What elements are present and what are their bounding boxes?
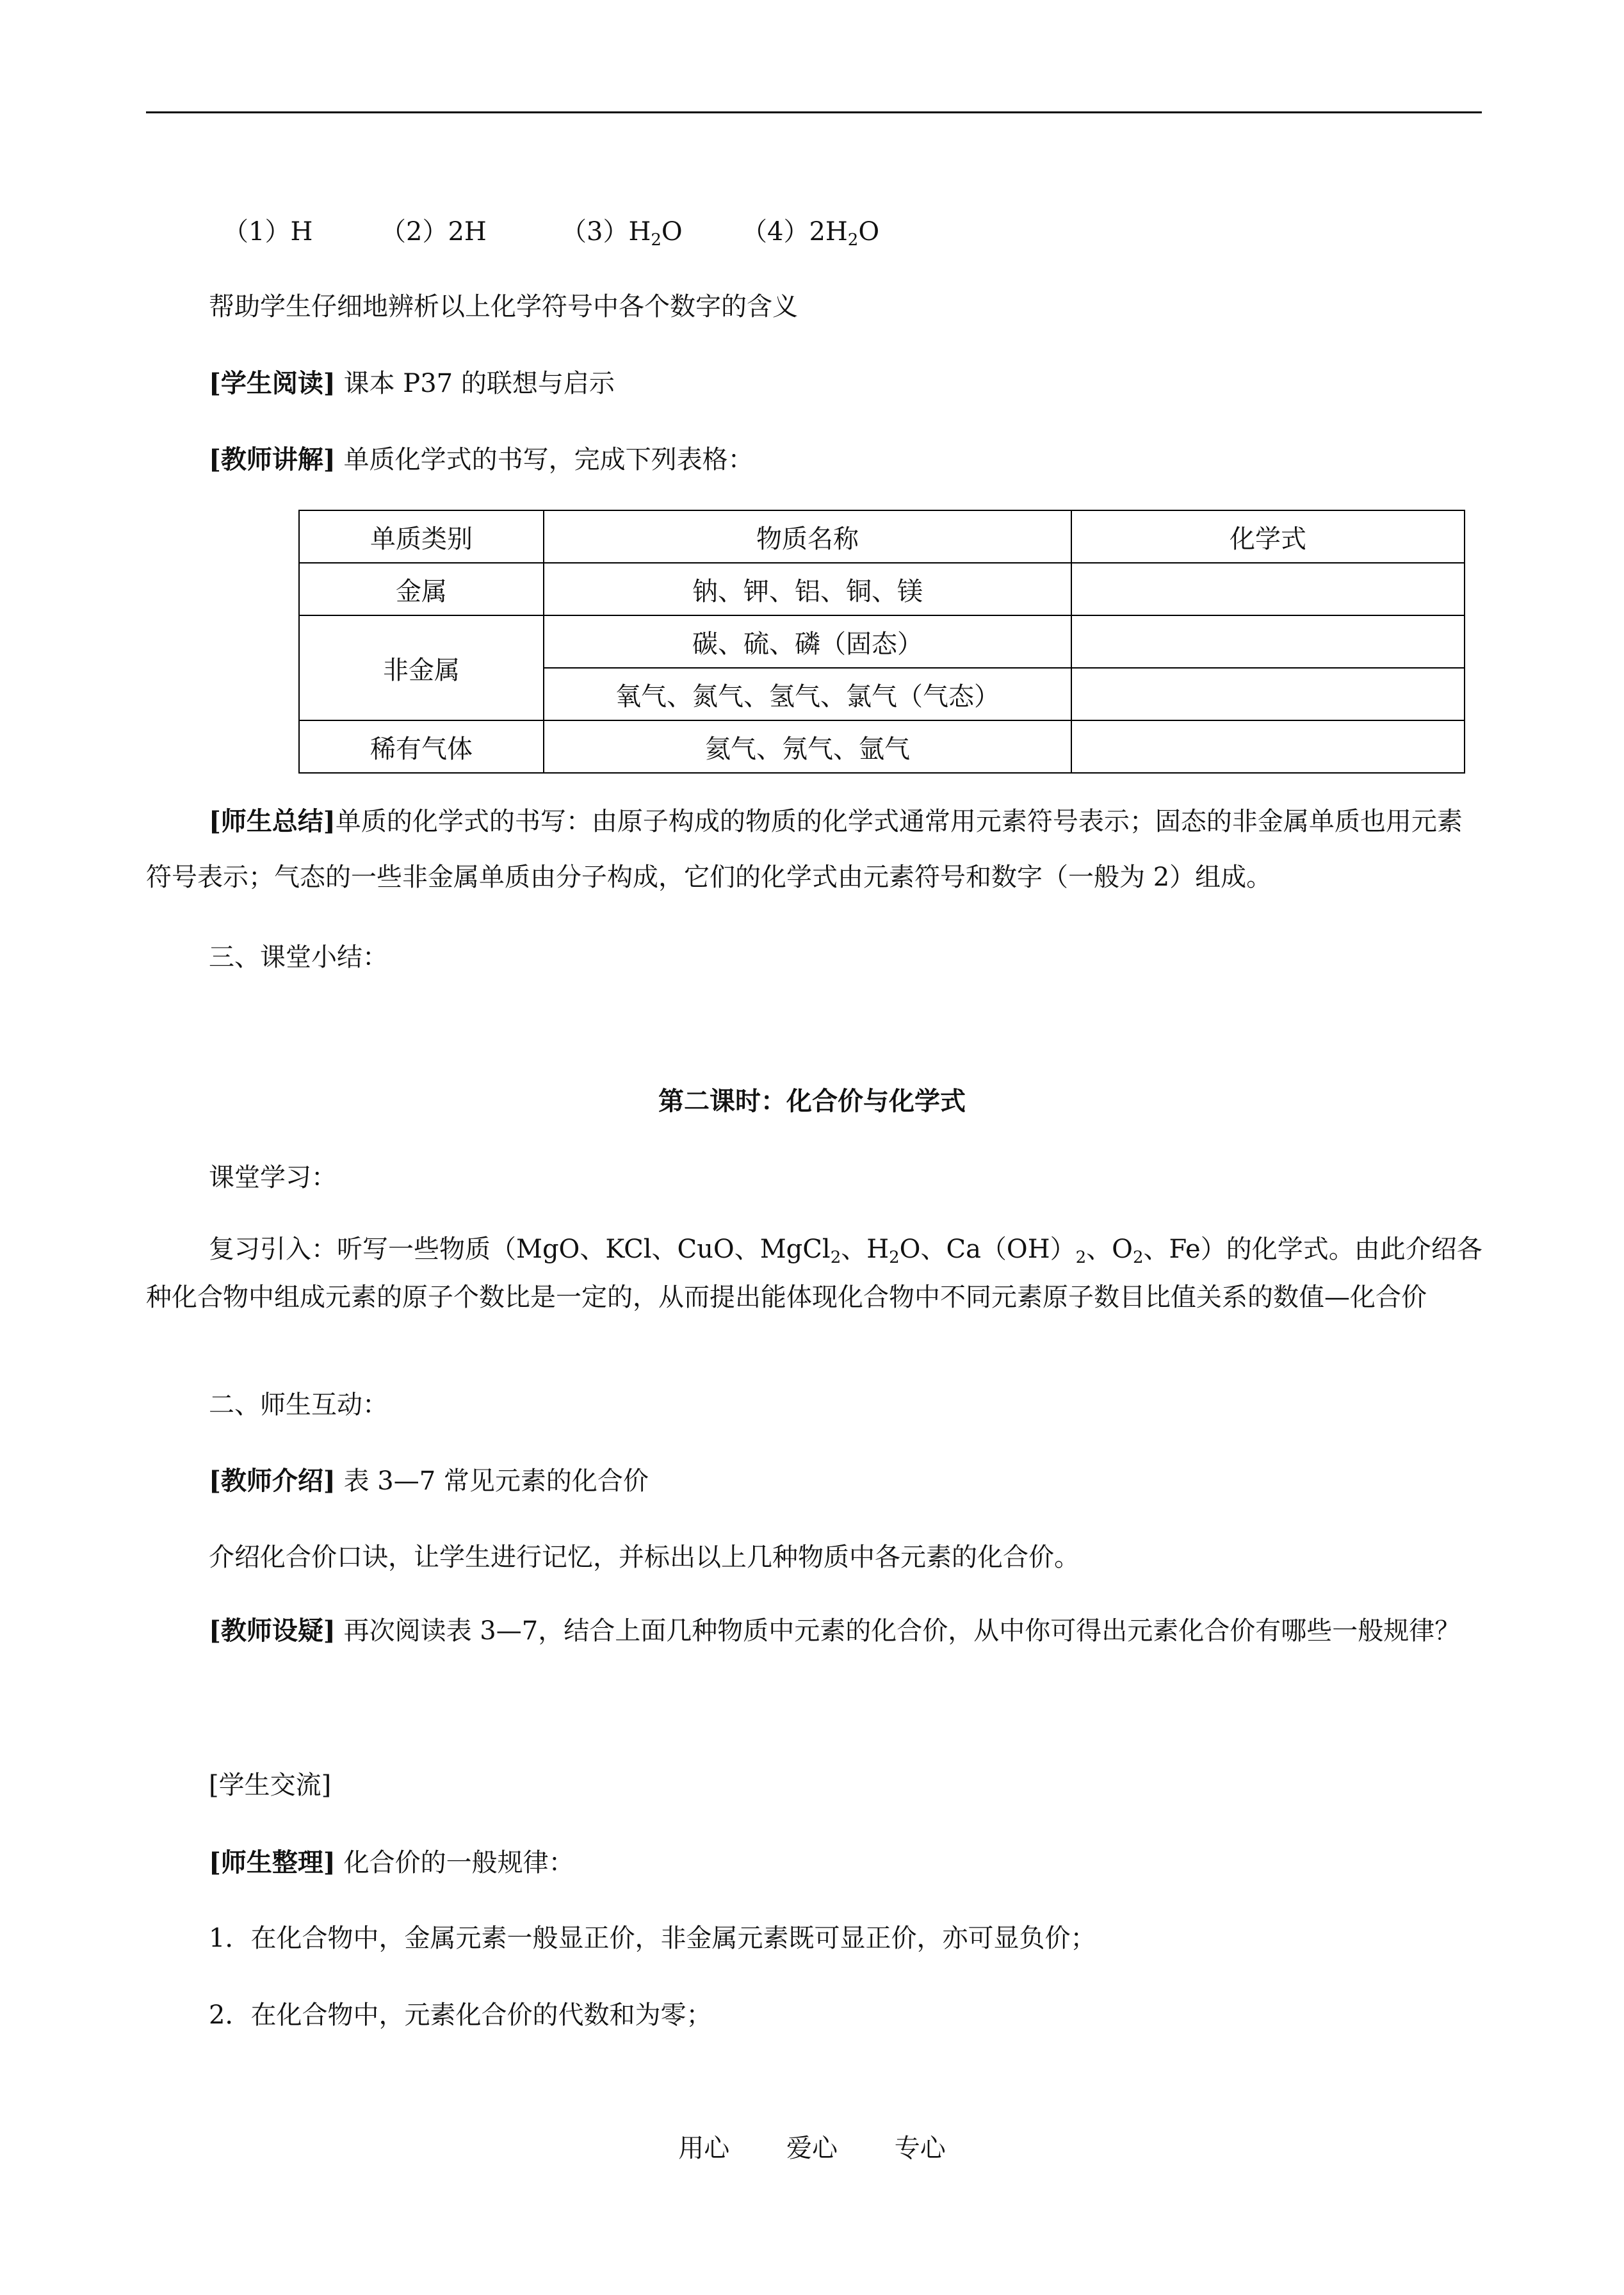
lesson-2-title: 第二课时：化合价与化学式 xyxy=(658,1086,966,1116)
symbol-item-4: $(4)2H_2O$ xyxy=(742,217,880,250)
table-row xyxy=(299,720,1465,773)
header-rule xyxy=(146,111,1482,113)
mnemonic-line: 介绍化合价口诀，让学生进行记忆，并标出以上几种物质中各元素的化合价。 xyxy=(209,1543,1080,1572)
organize-tag: [师生整理] xyxy=(209,1847,336,1877)
table-header-cell: 单质类别 xyxy=(299,510,544,563)
table-row xyxy=(299,615,1465,668)
table-header-cell: 物质名称 xyxy=(544,510,1071,563)
formula-cell[interactable] xyxy=(1071,563,1465,615)
symbol-item-3: $(3)H_2O$ xyxy=(561,217,683,250)
symbol-item-2: （2）2H xyxy=(380,217,487,247)
section-2-heading: 二、师生互动： xyxy=(209,1390,388,1420)
substance-cell: 氧气、氮气、氢气、氯气（气态） xyxy=(544,668,1071,720)
teacher-question-tag: [教师设疑] xyxy=(209,1616,336,1646)
table-row xyxy=(299,563,1465,615)
symbol-item-1: （1）H xyxy=(223,217,313,247)
element-table xyxy=(298,510,1465,774)
teacher-explain-tag: [教师讲解] xyxy=(209,444,336,474)
summary-tag: [师生总结] xyxy=(209,806,336,836)
formula-cell[interactable] xyxy=(1071,615,1465,668)
review-paragraph: 复习引入：听写一些物质（MgO、KCl、CuO、MgCl$_2$、$H_2O$、$Ca(OH)_2$、$O_2$、Fe）的化学式。由此介绍各种化合物中组成元素的原子个数比是一定的，从而提出能体现化合物中不同元素原子数目比值关系的数值—化合价 xyxy=(146,1235,1482,1312)
table-header-row xyxy=(299,510,1465,563)
help-line: 帮助学生仔细地辨析以上化学符号中各个数字的含义 xyxy=(209,292,798,321)
category-cell: 稀有气体 xyxy=(299,720,544,773)
student-read-tag: [学生阅读] xyxy=(209,368,336,398)
footer-word: 专心 xyxy=(894,2134,946,2163)
substance-cell: 氦气、氖气、氩气 xyxy=(544,720,1071,773)
teacher-intro-tag: [教师介绍] xyxy=(209,1466,336,1496)
teacher-question-paragraph: [教师设疑] 再次阅读表 3—7，结合上面几种物质中元素的化合价，从中你可得出元素化合价有哪些一般规律？ xyxy=(209,1616,1461,1646)
table-header-cell: 化学式 xyxy=(1071,510,1465,563)
teacher-intro-line: [教师介绍] 表 3—7 常见元素的化合价 xyxy=(209,1466,649,1496)
organize-line: [师生整理] 化合价的一般规律： xyxy=(209,1847,574,1877)
category-cell: 金属 xyxy=(299,563,544,615)
page-footer xyxy=(0,2136,1624,2161)
footer-word: 用心 xyxy=(678,2134,730,2163)
section-3-heading: 三、课堂小结： xyxy=(209,943,388,972)
teacher-explain-line: [教师讲解] 单质化学式的书写，完成下列表格： xyxy=(209,444,754,474)
footer-word: 爱心 xyxy=(786,2134,838,2163)
substance-cell: 钠、钾、铝、铜、镁 xyxy=(544,563,1071,615)
category-cell: 非金属 xyxy=(299,615,544,720)
student-read-line: [学生阅读] 课本 P37 的联想与启示 xyxy=(209,368,615,398)
class-learning-label: 课堂学习： xyxy=(209,1163,337,1192)
formula-cell[interactable] xyxy=(1071,668,1465,720)
student-exchange-line: [学生交流] xyxy=(209,1771,332,1800)
rule-2: 2．在化合物中，元素化合价的代数和为零； xyxy=(209,2000,712,2030)
rule-1: 1．在化合物中，金属元素一般显正价，非金属元素既可显正价，亦可显负价； xyxy=(209,1924,1096,1953)
formula-cell[interactable] xyxy=(1071,720,1465,773)
summary-paragraph: [师生总结]单质的化学式的书写：由原子构成的物质的化学式通常用元素符号表示；固态的非金属单质也用元素符号表示；气态的一些非金属单质由分子构成，它们的化学式由元素符号和数字（一般为 2）组成。 xyxy=(146,806,1463,892)
substance-cell: 碳、硫、磷（固态） xyxy=(544,615,1071,668)
